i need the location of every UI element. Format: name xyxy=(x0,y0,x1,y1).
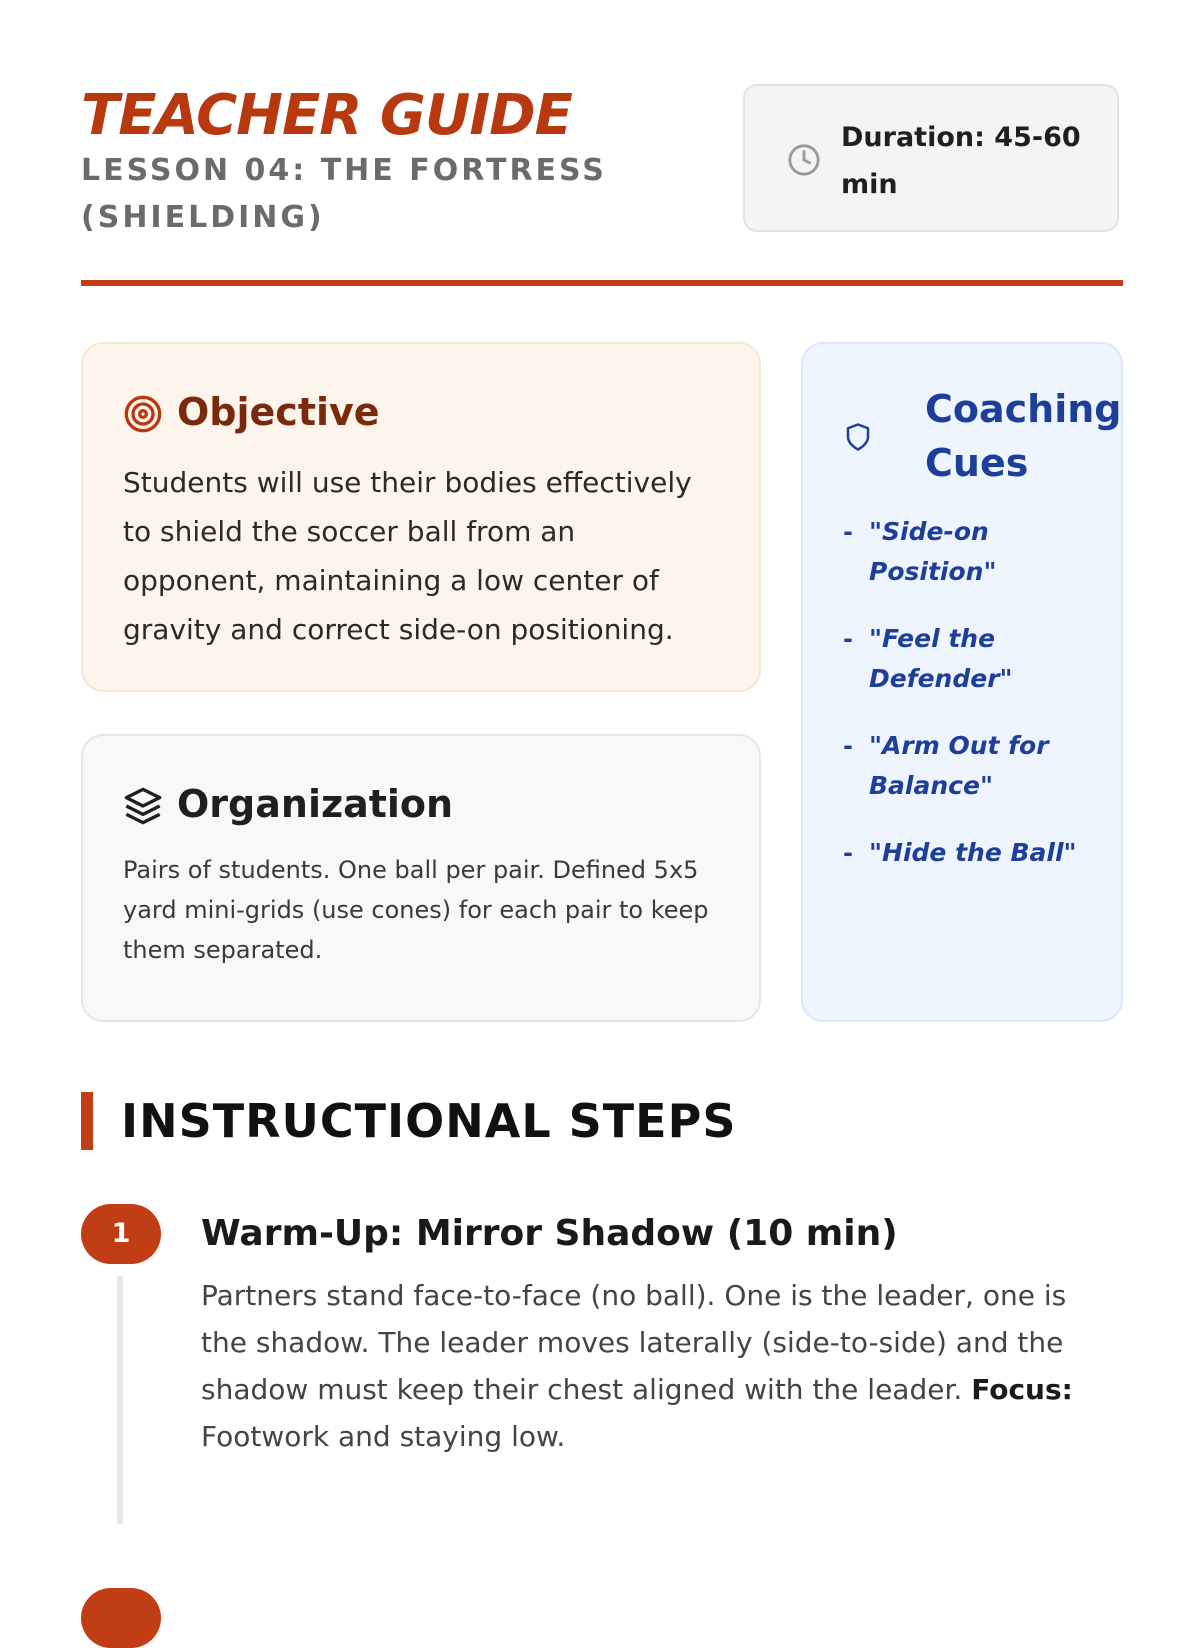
section-title: INSTRUCTIONAL STEPS xyxy=(121,1094,737,1148)
header-divider xyxy=(81,280,1123,286)
cue-dash: - xyxy=(843,839,853,867)
organization-text: Pairs of students. One ball per pair. Defined 5x5 yard mini-grids (use cones) for each pair to keep them separated. xyxy=(123,856,709,964)
cue-text: "Feel the Defender" xyxy=(869,624,1013,693)
lesson-subtitle: LESSON 04: THE FORTRESS (SHIELDING) xyxy=(81,153,607,235)
step-body xyxy=(201,1272,1111,1460)
cue-text: "Side-on Position" xyxy=(869,517,997,586)
step-item xyxy=(81,1204,1123,1524)
coaching-cues-title: Coaching Cues xyxy=(925,387,1122,485)
organization-title: Organization xyxy=(177,782,454,826)
cue-dash: - xyxy=(843,625,853,653)
step-title: Warm-Up: Mirror Shadow (10 min) xyxy=(201,1213,898,1254)
objective-card xyxy=(81,342,761,692)
cue-dash: - xyxy=(843,518,853,546)
organization-card xyxy=(81,734,761,1022)
layers-icon xyxy=(123,786,163,826)
coaching-cues-list xyxy=(843,512,1113,900)
step-number-badge-next xyxy=(81,1588,161,1648)
page-title: TEACHER GUIDE xyxy=(81,83,572,148)
guide-header xyxy=(81,84,1123,244)
coaching-cues-card xyxy=(801,342,1123,1022)
objective-title: Objective xyxy=(177,390,380,434)
step-body-text: Partners stand face-to-face (no ball). One is the leader, one is the shadow. The leader moves laterally (side-to-side) and the shadow must keep their chest aligned with the leader. xyxy=(201,1279,1067,1406)
cue-item xyxy=(843,833,1113,873)
step-focus-label: Focus: xyxy=(971,1373,1073,1406)
cue-item xyxy=(843,726,1113,806)
objective-text: Students will use their bodies effectively to shield the soccer ball from an opponent, maintaining a low center of gravity and correct side-on positioning. xyxy=(123,466,692,646)
step-timeline-line xyxy=(117,1276,123,1524)
shield-icon xyxy=(843,422,873,452)
cue-item xyxy=(843,512,1113,592)
cue-dash: - xyxy=(843,732,853,760)
cue-text: "Hide the Ball" xyxy=(869,838,1077,867)
duration-badge xyxy=(743,84,1119,232)
duration-text: Duration: 45-60 min xyxy=(841,122,1081,200)
clock-icon xyxy=(787,143,821,177)
cue-item xyxy=(843,619,1113,699)
step-focus-text: Footwork and staying low. xyxy=(201,1420,566,1453)
target-icon xyxy=(123,394,163,434)
cue-text: "Arm Out for Balance" xyxy=(869,731,1049,800)
section-accent-bar xyxy=(81,1092,93,1150)
step-number-badge: 1 xyxy=(81,1204,161,1264)
